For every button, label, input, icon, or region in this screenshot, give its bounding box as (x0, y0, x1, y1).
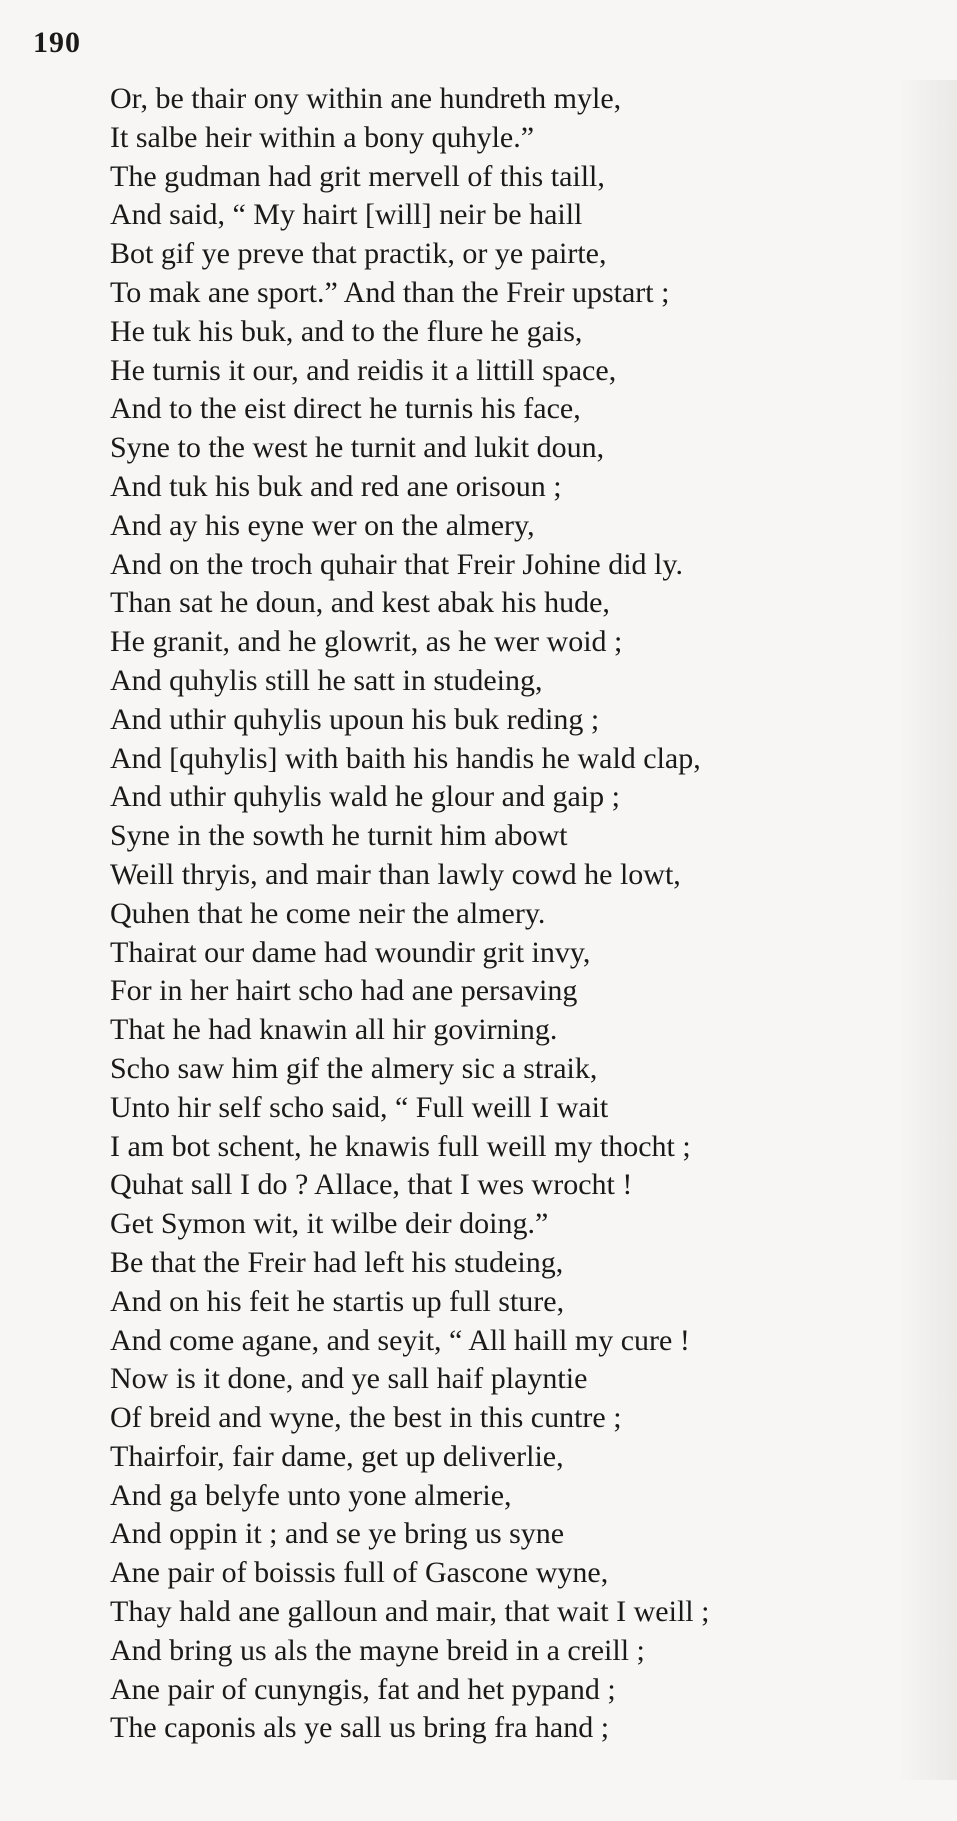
poem-line: That he had knawin all hir govirning. (110, 1013, 558, 1047)
poem-line: Quhen that he come neir the almery. (110, 896, 546, 930)
poem-line: He tuk his buk, and to the flure he gais, (110, 314, 583, 348)
poem-line: Thay hald ane galloun and mair, that wait I weill ; (110, 1595, 710, 1629)
poem-line: And said, “ My hairt [will] neir be haill (110, 198, 583, 232)
poem-line: I am bot schent, he knawis full weill my thocht ; (110, 1129, 691, 1163)
poem-line: For in her hairt scho had ane persaving (110, 974, 578, 1008)
poem-text (110, 80, 930, 1748)
poem-line: Scho saw him gif the almery sic a straik, (110, 1051, 598, 1085)
poem-line: Ane pair of boissis full of Gascone wyne, (110, 1556, 609, 1590)
poem-line: And [quhylis] with baith his handis he wald clap, (110, 741, 701, 775)
poem-line: Quhat sall I do ? Allace, that I wes wrocht ! (110, 1168, 633, 1202)
poem-line: Unto hir self scho said, “ Full weill I wait (110, 1090, 609, 1124)
poem-line: And uthir quhylis wald he glour and gaip ; (110, 780, 620, 814)
poem-line: Now is it done, and ye sall haif playntie (110, 1362, 588, 1396)
poem-line: And on the troch quhair that Freir Johine did ly. (110, 547, 683, 581)
poem-line: Weill thryis, and mair than lawly cowd he lowt, (110, 857, 681, 891)
poem-line: He granit, and he glowrit, as he wer woid ; (110, 625, 623, 659)
poem-line: And oppin it ; and se ye bring us syne (110, 1517, 565, 1551)
poem-line: And quhylis still he satt in studeing, (110, 663, 543, 697)
poem-line: The gudman had grit mervell of this taill, (110, 159, 605, 193)
poem-line: The caponis als ye sall us bring fra hand ; (110, 1711, 610, 1745)
poem-line: And ay his eyne wer on the almery, (110, 508, 535, 542)
poem-line: And to the eist direct he turnis his face, (110, 392, 581, 426)
page-number: 190 (33, 26, 81, 59)
poem-line: And come agane, and seyit, “ All haill my cure ! (110, 1323, 690, 1357)
poem-line: Syne in the sowth he turnit him abowt (110, 819, 568, 853)
poem-line: Of breid and wyne, the best in this cuntre ; (110, 1401, 622, 1435)
poem-line: And on his feit he startis up full sture, (110, 1284, 565, 1318)
poem-line: Syne to the west he turnit and lukit doun, (110, 431, 605, 465)
poem-line: And bring us als the mayne breid in a creill ; (110, 1633, 645, 1667)
poem-line: It salbe heir within a bony quhyle.” (110, 120, 535, 154)
poem-line: He turnis it our, and reidis it a littill space, (110, 353, 617, 387)
poem-line: Thairfoir, fair dame, get up deliverlie, (110, 1439, 564, 1473)
poem-line: Than sat he doun, and kest abak his hude, (110, 586, 610, 620)
poem-line: To mak ane sport.” And than the Freir upstart ; (110, 275, 670, 309)
poem-line: And ga belyfe unto yone almerie, (110, 1478, 512, 1512)
poem-line: And uthir quhylis upoun his buk reding ; (110, 702, 600, 736)
poem-line: Ane pair of cunyngis, fat and het pypand ; (110, 1672, 616, 1706)
poem-line: Bot gif ye preve that practik, or ye pairte, (110, 237, 607, 271)
poem-line: Thairat our dame had woundir grit invy, (110, 935, 591, 969)
poem-line: And tuk his buk and red ane orisoun ; (110, 469, 562, 503)
poem-line: Get Symon wit, it wilbe deir doing.” (110, 1207, 549, 1241)
poem-line: Be that the Freir had left his studeing, (110, 1245, 564, 1279)
poem-line: Or, be thair ony within ane hundreth myle, (110, 82, 622, 115)
